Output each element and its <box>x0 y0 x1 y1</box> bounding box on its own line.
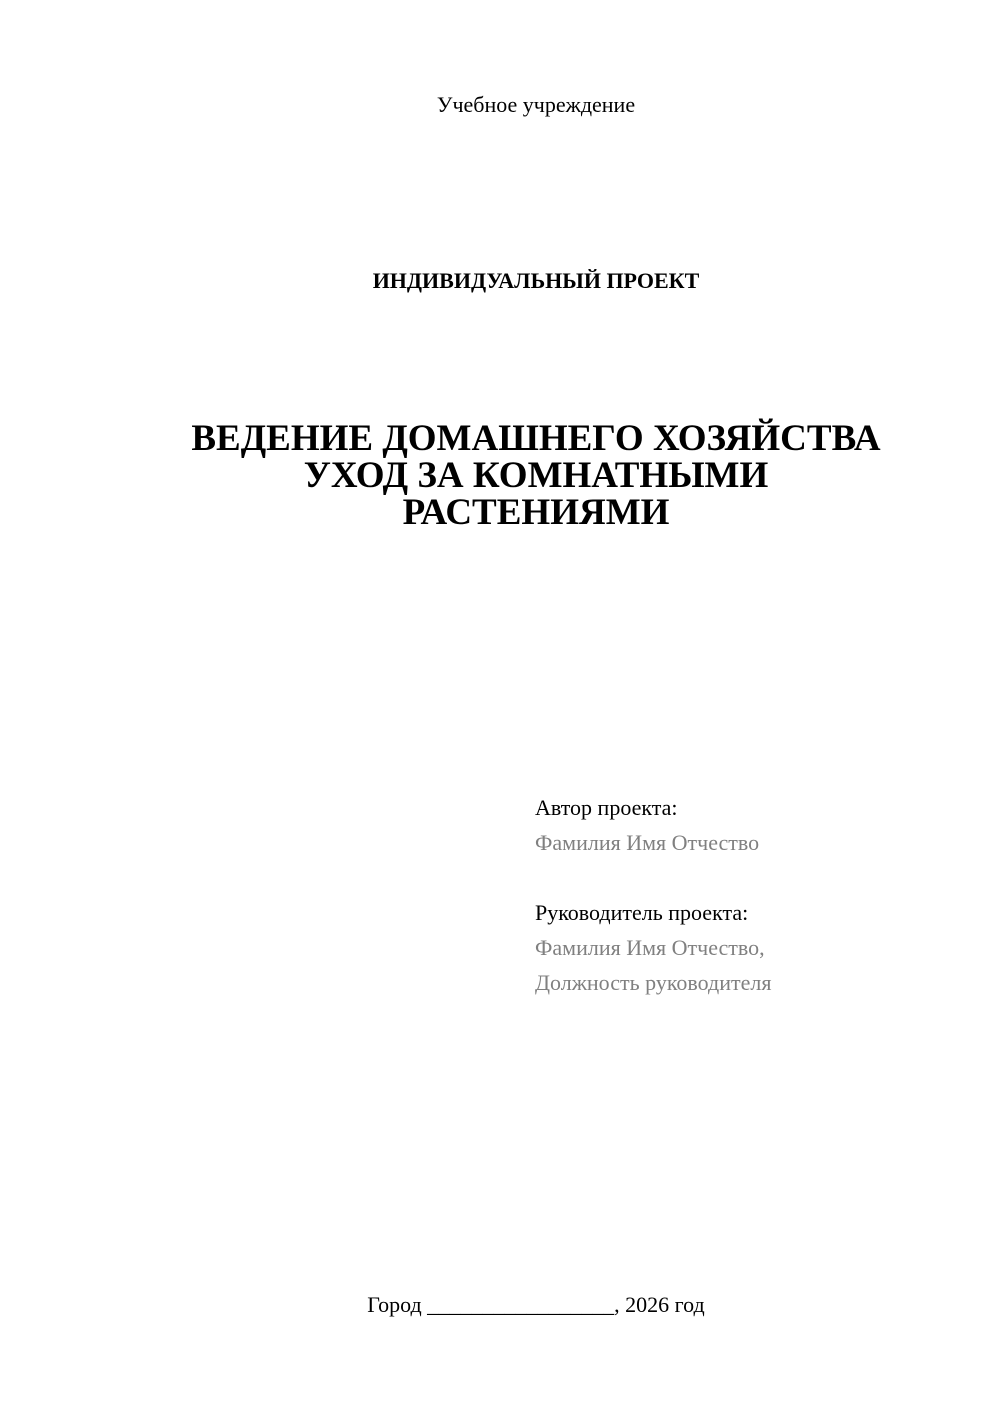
title-line: УХОД ЗА КОМНАТНЫМИ <box>303 455 769 496</box>
supervisor-name: Фамилия Имя Отчество, <box>535 935 765 960</box>
project-info <box>535 790 771 1000</box>
author-label: Автор проекта: <box>535 795 678 820</box>
city-year-footer: Город _________________, 2026 год <box>367 1292 705 1317</box>
supervisor-label: Руководитель проекта: <box>535 900 749 925</box>
project-title <box>0 420 1000 531</box>
title-line: ВЕДЕНИЕ ДОМАШНЕГО ХОЗЯЙСТВА <box>191 418 881 459</box>
institution-name: Учебное учреждение <box>436 92 636 117</box>
title-line: РАСТЕНИЯМИ <box>402 492 670 533</box>
author-name: Фамилия Имя Отчество <box>535 830 760 855</box>
supervisor-position: Должность руководителя <box>535 970 772 995</box>
document-type: ИНДИВИДУАЛЬНЫЙ ПРОЕКТ <box>372 268 700 293</box>
